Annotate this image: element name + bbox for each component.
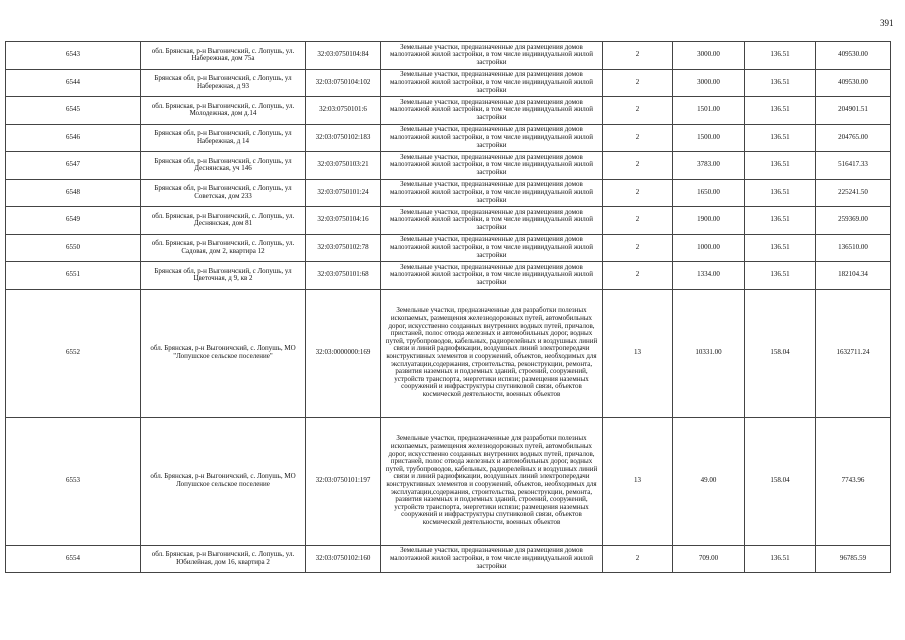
cadastral-value-cell: 204901.51 xyxy=(816,97,891,125)
table-row xyxy=(6,179,891,207)
cadastral-value-cell: 259369.00 xyxy=(816,207,891,235)
specific-value-cell: 136.51 xyxy=(745,42,816,70)
cadastral-number-cell: 32:03:0750103:21 xyxy=(306,152,381,180)
cadastral-value-cell: 96785.59 xyxy=(816,545,891,573)
cadastral-value-cell: 516417.33 xyxy=(816,152,891,180)
land-use-cell: Земельные участки, предназначенные для размещения домов малоэтажной жилой застройки, в том числе индивидуальной жилой застройки xyxy=(381,42,603,70)
cadastral-value-table xyxy=(5,41,891,573)
cadastral-value-cell: 225241.50 xyxy=(816,179,891,207)
group-cell: 2 xyxy=(603,179,673,207)
cadastral-value-cell: 204765.00 xyxy=(816,124,891,152)
address-cell: Брянская обл, р-н Выгоничский, с Лопушь, ул Деснянская, уч 146 xyxy=(141,152,306,180)
land-use-cell: Земельные участки, предназначенные для разработки полезных ископаемых, размещения железнодорожных путей, автомобильных дорог, искусственно созданных внутренних водных путей, причалов, пристаней, полос отвода железных и автомобильных дорог, водных путей, трубопроводов, кабельных, радиорелейных и воздушных линий связи и линий радиофикации, воздушных линий электропередачи конструктивных элементов и сооружений, объектов, необходимых для эксплуатации,содержания, строительства, реконструкции, ремонта, развития наземных и подземных зданий, строений, сооружений, устройств транспорта, энергетики испязи; размещения наземных сооружений и инфраструктуры спутниковой связи, объектов космической деятельности, военных объектов xyxy=(381,417,603,545)
row-number-cell: 6544 xyxy=(6,69,141,97)
area-cell: 709.00 xyxy=(673,545,745,573)
group-cell: 2 xyxy=(603,69,673,97)
area-cell: 3000.00 xyxy=(673,42,745,70)
table-row xyxy=(6,234,891,262)
specific-value-cell: 136.51 xyxy=(745,207,816,235)
cadastral-number-cell: 32:03:0750104:84 xyxy=(306,42,381,70)
row-number-cell: 6543 xyxy=(6,42,141,70)
row-number-cell: 6549 xyxy=(6,207,141,235)
table-row xyxy=(6,124,891,152)
table-row xyxy=(6,152,891,180)
area-cell: 1501.00 xyxy=(673,97,745,125)
address-cell: обл. Брянская, р-н Выгоничский, с. Лопушь, ул. Молодежная, дом д.14 xyxy=(141,97,306,125)
address-cell: обл. Брянская, р-н Выгоничский, с. Лопушь, ул. Набережная, дом 75а xyxy=(141,42,306,70)
row-number-cell: 6551 xyxy=(6,262,141,290)
cadastral-number-cell: 32:03:0750102:183 xyxy=(306,124,381,152)
cadastral-value-cell: 182104.34 xyxy=(816,262,891,290)
cadastral-number-cell: 32:03:0000000:169 xyxy=(306,289,381,417)
area-cell: 3000.00 xyxy=(673,69,745,97)
address-cell: обл. Брянская, р-н Выгоничский, с. Лопушь, ул. Садовая, дом 2, квартира 12 xyxy=(141,234,306,262)
row-number-cell: 6553 xyxy=(6,417,141,545)
cadastral-number-cell: 32:03:0750101:6 xyxy=(306,97,381,125)
cadastral-number-cell: 32:03:0750102:160 xyxy=(306,545,381,573)
specific-value-cell: 136.51 xyxy=(745,69,816,97)
row-number-cell: 6547 xyxy=(6,152,141,180)
address-cell: Брянская обл, р-н Выгоничский, с Лопушь, ул Советская, дом 233 xyxy=(141,179,306,207)
address-cell: обл. Брянская, р-н Выгоничский, с. Лопушь, МО Лопушское сельское поселение xyxy=(141,417,306,545)
group-cell: 2 xyxy=(603,234,673,262)
group-cell: 2 xyxy=(603,207,673,235)
table-row xyxy=(6,262,891,290)
row-number-cell: 6550 xyxy=(6,234,141,262)
area-cell: 1650.00 xyxy=(673,179,745,207)
specific-value-cell: 136.51 xyxy=(745,545,816,573)
cadastral-value-cell: 7743.96 xyxy=(816,417,891,545)
land-use-cell: Земельные участки, предназначенные для размещения домов малоэтажной жилой застройки, в том числе индивидуальной жилой застройки xyxy=(381,97,603,125)
group-cell: 13 xyxy=(603,289,673,417)
specific-value-cell: 136.51 xyxy=(745,234,816,262)
cadastral-value-cell: 409530.00 xyxy=(816,42,891,70)
land-use-cell: Земельные участки, предназначенные для размещения домов малоэтажной жилой застройки, в том числе индивидуальной жилой застройки xyxy=(381,545,603,573)
row-number-cell: 6554 xyxy=(6,545,141,573)
specific-value-cell: 136.51 xyxy=(745,124,816,152)
group-cell: 13 xyxy=(603,417,673,545)
address-cell: Брянская обл, р-н Выгоничский, с Лопушь, ул Набережная, д 14 xyxy=(141,124,306,152)
page-number: 391 xyxy=(880,18,894,28)
land-use-cell: Земельные участки, предназначенные для размещения домов малоэтажной жилой застройки, в том числе индивидуальной жилой застройки xyxy=(381,262,603,290)
specific-value-cell: 136.51 xyxy=(745,97,816,125)
address-cell: Брянская обл, р-н Выгоничский, с Лопушь, ул Цветочная, д 9, кв 2 xyxy=(141,262,306,290)
address-cell: Брянская обл, р-н Выгоничский, с Лопушь, ул Набережная, д 93 xyxy=(141,69,306,97)
group-cell: 2 xyxy=(603,42,673,70)
address-cell: обл. Брянская, р-н Выгоничский, с. Лопушь, ул. Деснянская, дом 81 xyxy=(141,207,306,235)
cadastral-number-cell: 32:03:0750101:68 xyxy=(306,262,381,290)
land-use-cell: Земельные участки, предназначенные для размещения домов малоэтажной жилой застройки, в том числе индивидуальной жилой застройки xyxy=(381,152,603,180)
table-row xyxy=(6,207,891,235)
cadastral-number-cell: 32:03:0750102:78 xyxy=(306,234,381,262)
group-cell: 2 xyxy=(603,262,673,290)
land-use-cell: Земельные участки, предназначенные для размещения домов малоэтажной жилой застройки, в том числе индивидуальной жилой застройки xyxy=(381,69,603,97)
row-number-cell: 6552 xyxy=(6,289,141,417)
table-row xyxy=(6,545,891,573)
row-number-cell: 6546 xyxy=(6,124,141,152)
land-use-cell: Земельные участки, предназначенные для размещения домов малоэтажной жилой застройки, в том числе индивидуальной жилой застройки xyxy=(381,234,603,262)
area-cell: 10331.00 xyxy=(673,289,745,417)
specific-value-cell: 158.04 xyxy=(745,289,816,417)
row-number-cell: 6545 xyxy=(6,97,141,125)
area-cell: 1500.00 xyxy=(673,124,745,152)
address-cell: обл. Брянская, р-н Выгоничский, с. Лопушь, МО "Лопушское сельское поселение" xyxy=(141,289,306,417)
cadastral-number-cell: 32:03:0750101:197 xyxy=(306,417,381,545)
area-cell: 1000.00 xyxy=(673,234,745,262)
cadastral-number-cell: 32:03:0750104:102 xyxy=(306,69,381,97)
table-row xyxy=(6,69,891,97)
cadastral-value-cell: 136510.00 xyxy=(816,234,891,262)
table-row xyxy=(6,42,891,70)
table-row xyxy=(6,289,891,417)
area-cell: 49.00 xyxy=(673,417,745,545)
land-use-cell: Земельные участки, предназначенные для размещения домов малоэтажной жилой застройки, в том числе индивидуальной жилой застройки xyxy=(381,124,603,152)
land-use-cell: Земельные участки, предназначенные для разработки полезных ископаемых, размещения железнодорожных путей, автомобильных дорог, искусственно созданных внутренних водных путей, причалов, пристаней, полос отвода железных и автомобильных дорог, водных путей, трубопроводов, кабельных, радиорелейных и воздушных линий связи и линий радиофикации, воздушных линий электропередачи конструктивных элементов и сооружений, объектов, необходимых для эксплуатации,содержания, строительства, реконструкции, ремонта, развития наземных и подземных зданий, строений, сооружений, устройств транспорта, энергетики испязи; размещения наземных сооружений и инфраструктуры спутниковой связи, объектов космической деятельности, военных объектов xyxy=(381,289,603,417)
area-cell: 1900.00 xyxy=(673,207,745,235)
group-cell: 2 xyxy=(603,152,673,180)
table-row xyxy=(6,417,891,545)
address-cell: обл. Брянская, р-н Выгоничский, с. Лопушь, ул. Юбилейная, дом 16, квартира 2 xyxy=(141,545,306,573)
specific-value-cell: 136.51 xyxy=(745,179,816,207)
area-cell: 3783.00 xyxy=(673,152,745,180)
land-use-cell: Земельные участки, предназначенные для размещения домов малоэтажной жилой застройки, в том числе индивидуальной жилой застройки xyxy=(381,207,603,235)
row-number-cell: 6548 xyxy=(6,179,141,207)
cadastral-number-cell: 32:03:0750101:24 xyxy=(306,179,381,207)
cadastral-value-cell: 409530.00 xyxy=(816,69,891,97)
specific-value-cell: 136.51 xyxy=(745,262,816,290)
group-cell: 2 xyxy=(603,545,673,573)
cadastral-number-cell: 32:03:0750104:16 xyxy=(306,207,381,235)
table-row xyxy=(6,97,891,125)
cadastral-value-cell: 1632711.24 xyxy=(816,289,891,417)
area-cell: 1334.00 xyxy=(673,262,745,290)
group-cell: 2 xyxy=(603,97,673,125)
specific-value-cell: 158.04 xyxy=(745,417,816,545)
specific-value-cell: 136.51 xyxy=(745,152,816,180)
group-cell: 2 xyxy=(603,124,673,152)
land-use-cell: Земельные участки, предназначенные для размещения домов малоэтажной жилой застройки, в том числе индивидуальной жилой застройки xyxy=(381,179,603,207)
